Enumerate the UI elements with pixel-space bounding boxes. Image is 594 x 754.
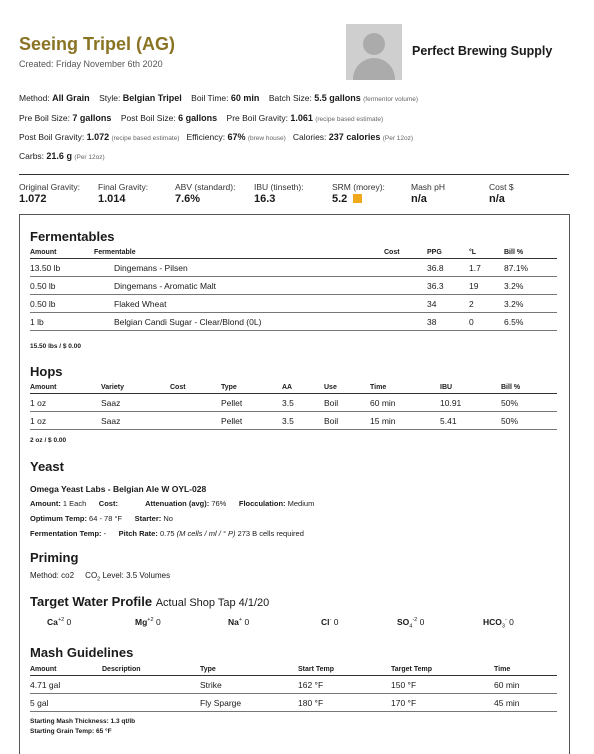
- co2-label: CO: [85, 571, 98, 580]
- cell-time: 45 min: [494, 694, 557, 712]
- mash-table: [30, 666, 557, 712]
- table-header-row: [30, 666, 557, 676]
- ion-symbol: Ca: [47, 617, 58, 627]
- fg-label: Final Gravity:: [98, 182, 149, 192]
- cell-time: 60 min: [370, 394, 440, 412]
- cell-lovibond: 2: [469, 295, 504, 313]
- col-description: Description: [102, 666, 200, 676]
- yeast-line-2: [30, 514, 173, 523]
- meta-line-4: [19, 151, 105, 161]
- carbs-note: (Per 12oz): [74, 154, 105, 161]
- ion-charge: +: [238, 617, 243, 624]
- col-ppg: PPG: [427, 249, 469, 259]
- ion-symbol: HCO: [483, 617, 502, 627]
- cell-lovibond: 19: [469, 277, 504, 295]
- stat-cost: [489, 182, 514, 205]
- ion-value: 0: [509, 617, 514, 627]
- cell-amount: 0.50 lb: [30, 295, 94, 313]
- cell-start-temp: 180 °F: [298, 694, 391, 712]
- yeast-cost-label: Cost:: [98, 499, 118, 508]
- co2-level-value: 3.5 Volumes: [126, 571, 171, 580]
- fg-value: 1.014: [98, 193, 126, 205]
- table-row: [30, 694, 557, 712]
- stat-og: [19, 182, 80, 205]
- abv-label: ABV (standard):: [175, 182, 236, 192]
- og-label: Original Gravity:: [19, 182, 80, 192]
- cell-bill: 50%: [501, 394, 557, 412]
- starter-label: Starter:: [134, 514, 162, 523]
- col-cost: Cost: [384, 249, 427, 259]
- meta-line-3: [19, 132, 413, 142]
- col-time: Time: [494, 666, 557, 676]
- yeast-line-3: [30, 529, 304, 538]
- cell-type: Fly Sparge: [200, 694, 298, 712]
- cell-ppg: 36.3: [427, 277, 469, 295]
- ion-symbol: Mg: [135, 617, 148, 627]
- col-fermentable: Fermentable: [94, 249, 384, 259]
- ion-calcium: [47, 617, 71, 627]
- col-use: Use: [324, 384, 370, 394]
- avatar-body-icon: [353, 58, 395, 80]
- divider: [19, 174, 569, 175]
- cost-value: n/a: [489, 193, 505, 205]
- calories-label: Calories:: [292, 132, 327, 142]
- post-boil-gravity-label: Post Boil Gravity:: [19, 132, 85, 142]
- cell-cost: [170, 412, 221, 430]
- mash-heading: Mash Guidelines: [30, 645, 134, 660]
- cell-target-temp: 170 °F: [391, 694, 494, 712]
- cell-fermentable: Dingemans - Pilsen: [94, 259, 384, 277]
- cells-required: 273 B cells required: [237, 529, 304, 538]
- method-label: Method:: [19, 93, 50, 103]
- col-lovibond: °L: [469, 249, 504, 259]
- cell-aa: 3.5: [282, 394, 324, 412]
- brand-name: Perfect Brewing Supply: [412, 44, 553, 58]
- ion-subscript: 4: [409, 623, 413, 630]
- cell-description: [102, 694, 200, 712]
- flocculation-value: Medium: [287, 499, 315, 508]
- srm-color-swatch: [353, 194, 362, 203]
- cell-target-temp: 150 °F: [391, 676, 494, 694]
- pitch-rate-label: Pitch Rate:: [118, 529, 158, 538]
- ion-value: 0: [333, 617, 339, 627]
- ion-chloride: [321, 617, 338, 627]
- col-amount: Amount: [30, 666, 102, 676]
- cell-bill: 87.1%: [504, 259, 557, 277]
- yeast-amount-value: 1 Each: [62, 499, 87, 508]
- cell-use: Boil: [324, 412, 370, 430]
- yeast-line-1: [30, 499, 314, 508]
- water-subtitle: Actual Shop Tap 4/1/20: [155, 597, 270, 609]
- meta-line-1: [19, 93, 418, 103]
- method-value: All Grain: [52, 93, 90, 103]
- ion-charge: -: [504, 617, 507, 624]
- ion-sodium: [228, 617, 249, 627]
- boil-time-value: 60 min: [230, 93, 260, 103]
- ion-value: 0: [244, 617, 250, 627]
- pitch-rate-unit: (M cells / ml / ° P): [176, 529, 236, 538]
- post-boil-gravity-note: (recipe based estimate): [111, 135, 180, 142]
- srm-value: 5.2: [332, 193, 348, 205]
- cell-start-temp: 162 °F: [298, 676, 391, 694]
- efficiency-note: (brew house): [247, 135, 286, 142]
- col-bill: Bill %: [501, 384, 557, 394]
- meta-line-2: [19, 113, 383, 123]
- cell-ppg: 36.8: [427, 259, 469, 277]
- optimum-temp-label: Optimum Temp:: [30, 514, 87, 523]
- og-value: 1.072: [19, 193, 47, 205]
- batch-size-note: (fermentor volume): [363, 96, 419, 103]
- stat-abv: [175, 182, 235, 205]
- co2-level-label: Level:: [102, 571, 124, 580]
- ion-value: 0: [155, 617, 161, 627]
- col-start-temp: Start Temp: [298, 666, 391, 676]
- col-amount: Amount: [30, 249, 94, 259]
- cell-amount: 1 oz: [30, 394, 101, 412]
- cell-amount: 5 gal: [30, 694, 102, 712]
- cell-amount: 0.50 lb: [30, 277, 94, 295]
- pre-boil-gravity-value: 1.061: [290, 113, 313, 123]
- ion-symbol: Na: [228, 617, 239, 627]
- cell-variety: Saaz: [101, 412, 170, 430]
- optimum-temp-value: 64 - 78 °F: [89, 514, 123, 523]
- cell-time: 60 min: [494, 676, 557, 694]
- table-row: [30, 295, 557, 313]
- yeast-heading: Yeast: [30, 459, 64, 474]
- table-row: [30, 259, 557, 277]
- pitch-rate-value: 0.75: [159, 529, 175, 538]
- flocculation-label: Flocculation:: [238, 499, 286, 508]
- cell-variety: Saaz: [101, 394, 170, 412]
- cell-amount: 13.50 lb: [30, 259, 94, 277]
- cell-fermentable: Flaked Wheat: [94, 295, 384, 313]
- batch-size-value: 5.5 gallons: [314, 93, 361, 103]
- col-time: Time: [370, 384, 440, 394]
- cell-type: Strike: [200, 676, 298, 694]
- cell-aa: 3.5: [282, 412, 324, 430]
- cell-amount: 1 lb: [30, 313, 94, 331]
- ph-label: Mash pH: [411, 182, 446, 192]
- fermentables-heading: Fermentables: [30, 229, 115, 244]
- col-aa: AA: [282, 384, 324, 394]
- carbs-label: Carbs:: [19, 151, 45, 161]
- water-ions: [30, 617, 557, 629]
- cell-bill: 3.2%: [504, 295, 557, 313]
- starter-value: No: [163, 514, 173, 523]
- ph-value: n/a: [411, 193, 427, 205]
- ibu-value: 16.3: [254, 193, 276, 205]
- cell-cost: [384, 277, 427, 295]
- cell-ibu: 10.91: [440, 394, 501, 412]
- ion-symbol: SO: [397, 617, 410, 627]
- col-type: Type: [221, 384, 282, 394]
- ion-subscript: 3: [501, 623, 505, 630]
- cell-fermentable: Dingemans - Aromatic Malt: [94, 277, 384, 295]
- stat-ph: [411, 182, 445, 205]
- pre-boil-size-label: Pre Boil Size:: [19, 113, 71, 123]
- calories-value: 237 calories: [328, 132, 381, 142]
- boil-time-label: Boil Time:: [191, 93, 229, 103]
- cell-description: [102, 676, 200, 694]
- col-target-temp: Target Temp: [391, 666, 494, 676]
- table-row: [30, 676, 557, 694]
- created-date: Created: Friday November 6th 2020: [19, 59, 163, 69]
- style-value: Belgian Tripel: [122, 93, 182, 103]
- ion-sulfate: [397, 617, 424, 630]
- cell-cost: [384, 313, 427, 331]
- cell-cost: [384, 259, 427, 277]
- cell-type: Pellet: [221, 394, 282, 412]
- attenuation-label: Attenuation (avg):: [145, 499, 210, 508]
- ion-bicarbonate: [483, 617, 514, 630]
- abv-value: 7.6%: [175, 193, 201, 205]
- srm-label: SRM (morey):: [332, 182, 385, 192]
- cell-type: Pellet: [221, 412, 282, 430]
- fermentables-table: [30, 249, 557, 331]
- cost-label: Cost $: [489, 182, 514, 192]
- table-header-row: [30, 384, 557, 394]
- cell-fermentable: Belgian Candi Sugar - Clear/Blond (0L): [94, 313, 384, 331]
- priming-heading: Priming: [30, 550, 79, 565]
- ion-charge: +2: [57, 617, 65, 624]
- ferm-temp-value: -: [103, 529, 107, 538]
- cell-cost: [384, 295, 427, 313]
- calories-note: (Per 12oz): [382, 135, 414, 142]
- ion-value: 0: [419, 617, 425, 627]
- ion-charge: -2: [412, 617, 418, 624]
- batch-size-label: Batch Size:: [268, 93, 312, 103]
- priming-method-value: co2: [61, 571, 75, 580]
- water-title: Target Water Profile: [30, 594, 153, 609]
- cell-bill: 6.5%: [504, 313, 557, 331]
- col-type: Type: [200, 666, 298, 676]
- yeast-name: Omega Yeast Labs - Belgian Ale W OYL-028: [30, 484, 207, 494]
- post-boil-gravity-value: 1.072: [86, 132, 110, 142]
- stat-srm: [332, 182, 385, 205]
- pre-boil-size-value: 7 gallons: [72, 113, 112, 123]
- stat-ibu: [254, 182, 304, 205]
- cell-amount: 4.71 gal: [30, 676, 102, 694]
- cell-use: Boil: [324, 394, 370, 412]
- co2-subscript: 2: [97, 576, 101, 583]
- ion-charge: -: [329, 617, 332, 624]
- style-label: Style:: [99, 93, 121, 103]
- table-row: [30, 277, 557, 295]
- cell-ppg: 34: [427, 295, 469, 313]
- cell-lovibond: 1.7: [469, 259, 504, 277]
- mash-thickness: Starting Mash Thickness: 1.3 qt/lb: [30, 718, 136, 725]
- pre-boil-gravity-label: Pre Boil Gravity:: [226, 113, 288, 123]
- grain-temp: Starting Grain Temp: 65 °F: [30, 728, 112, 735]
- pre-boil-gravity-note: (recipe based estimate): [315, 116, 384, 123]
- efficiency-label: Efficiency:: [186, 132, 226, 142]
- priming-line: [30, 571, 170, 583]
- ibu-label: IBU (tinseth):: [254, 182, 304, 192]
- post-boil-size-value: 6 gallons: [178, 113, 218, 123]
- cell-ppg: 38: [427, 313, 469, 331]
- ion-symbol: Cl: [321, 617, 330, 627]
- ion-charge: +2: [147, 617, 154, 624]
- cell-bill: 50%: [501, 412, 557, 430]
- table-row: [30, 412, 557, 430]
- post-boil-size-label: Post Boil Size:: [120, 113, 176, 123]
- cell-cost: [170, 394, 221, 412]
- cell-ibu: 5.41: [440, 412, 501, 430]
- efficiency-value: 67%: [227, 132, 246, 142]
- avatar-head-icon: [363, 33, 385, 55]
- attenuation-value: 76%: [211, 499, 227, 508]
- hops-table: [30, 384, 557, 430]
- stat-fg: [98, 182, 148, 205]
- table-row: [30, 313, 557, 331]
- table-header-row: [30, 249, 557, 259]
- table-row: [30, 394, 557, 412]
- col-bill: Bill %: [504, 249, 557, 259]
- cell-amount: 1 oz: [30, 412, 101, 430]
- hops-total: 2 oz / $ 0.00: [30, 437, 67, 444]
- cell-lovibond: 0: [469, 313, 504, 331]
- cell-bill: 3.2%: [504, 277, 557, 295]
- col-variety: Variety: [101, 384, 170, 394]
- priming-method-label: Method:: [30, 571, 59, 580]
- stats-bar: [19, 182, 569, 208]
- carbs-value: 21.6 g: [46, 151, 72, 161]
- avatar: [346, 24, 402, 80]
- ferm-temp-label: Fermentation Temp:: [30, 529, 102, 538]
- col-ibu: IBU: [440, 384, 501, 394]
- hops-heading: Hops: [30, 364, 63, 379]
- fermentables-total: 15.50 lbs / $ 0.00: [30, 343, 81, 350]
- water-heading: [30, 594, 269, 609]
- col-amount: Amount: [30, 384, 101, 394]
- ion-value: 0: [66, 617, 72, 627]
- recipe-title: Seeing Tripel (AG): [19, 34, 176, 54]
- col-cost: Cost: [170, 384, 221, 394]
- yeast-amount-label: Amount:: [30, 499, 61, 508]
- cell-time: 15 min: [370, 412, 440, 430]
- ion-magnesium: [135, 617, 161, 627]
